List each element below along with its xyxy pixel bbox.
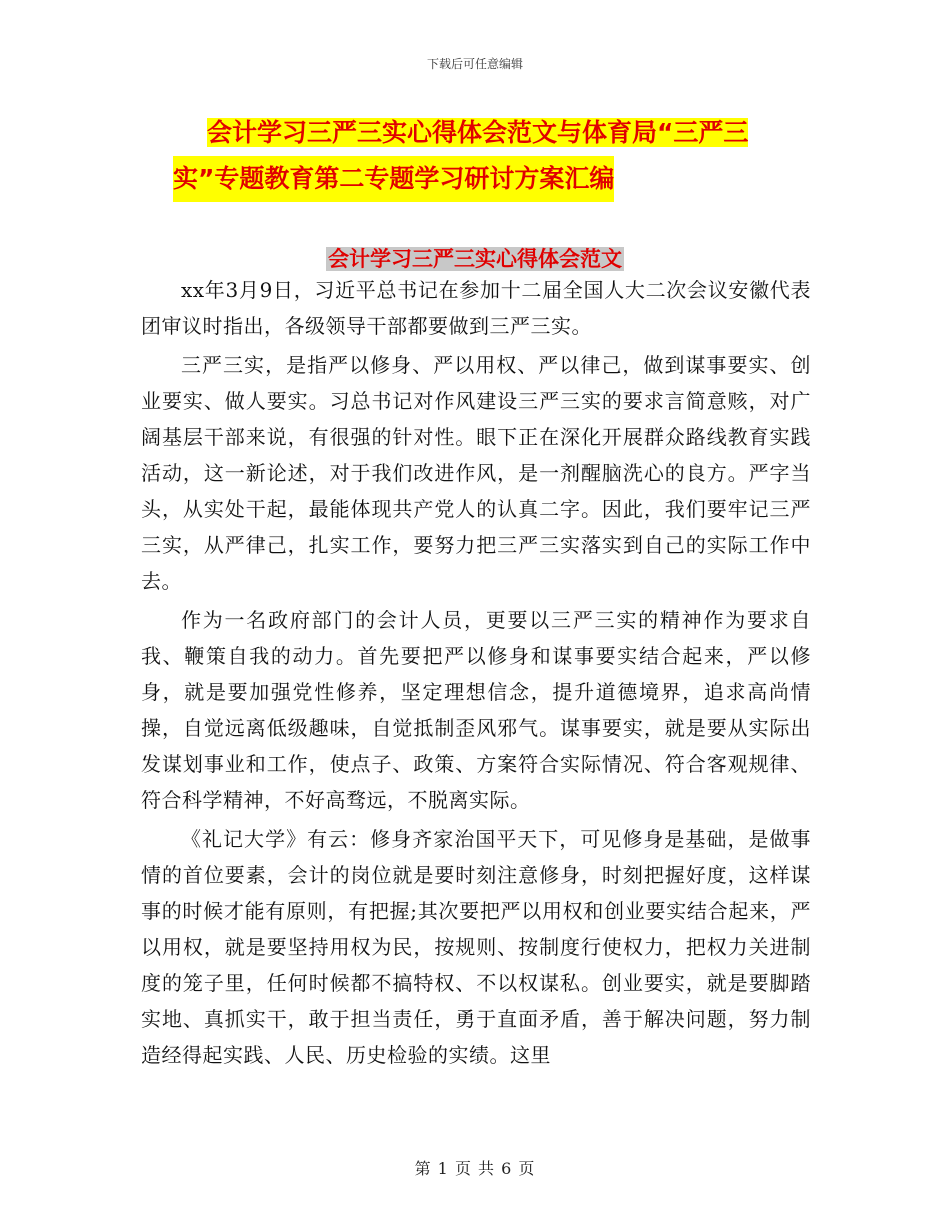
page-number-footer: 第 1 页 共 6 页	[414, 1159, 536, 1178]
section-heading-text: 会计学习三严三实心得体会范文	[328, 247, 622, 271]
paragraph: 作为一名政府部门的会计人员，更要以三严三实的精神作为要求自我、鞭策自我的动力。首先要把严以修身和谋事要实结合起来，严以修身，就是要加强党性修养，坚定理想信念，提升道德境界，追求高尚情操，自觉远离低级趣味，自觉抵制歪风邪气。谋事要实，就是要从实际出发谋划事业和工作，使点子、政策、方案符合实际情况、符合客观规律、符合科学精神，不好高骛远，不脱离实际。	[141, 608, 811, 812]
paragraph: xx年3月9日，习近平总书记在参加十二届全国人大二次会议安徽代表团审议时指出，各级领导干部都要做到三严三实。	[141, 278, 811, 338]
document-body	[141, 272, 811, 1073]
paragraph: 三严三实，是指严以修身、严以用权、严以律己，做到谋事要实、创业要实、做人要实。习总书记对作风建设三严三实的要求言简意赅，对广阔基层干部来说，有很强的针对性。眼下正在深化开展群众路线教育实践活动，这一新论述，对于我们改进作风，是一剂醒脑洗心的良方。严字当头，从实处干起，最能体现共产党人的认真二字。因此，我们要牢记三严三实，从严律己，扎实工作，要努力把三严三实落实到自己的实际工作中去。	[141, 353, 811, 593]
page-header-note: 下载后可任意编辑	[426, 57, 523, 71]
title-line-1: 会计学习三严三实心得体会范文与体育局“三严三	[207, 118, 749, 147]
section-heading	[0, 244, 950, 274]
title-line-2: 实”专题教育第二专题学习研讨方案汇编	[173, 156, 614, 202]
document-title	[173, 110, 807, 202]
paragraph: 《礼记大学》有云：修身齐家治国平天下，可见修身是基础，是做事情的首位要素，会计的岗位就是要时刻注意修身，时刻把握好度，这样谋事的时候才能有原则，有把握;其次要把严以用权和创业要实结合起来，严以用权，就是要坚持用权为民，按规则、按制度行使权力，把权力关进制度的笼子里，任何时候都不搞特权、不以权谋私。创业要实，就是要脚踏实地、真抓实干，敢于担当责任，勇于直面矛盾，善于解决问题，努力制造经得起实践、人民、历史检验的实绩。这里	[141, 827, 811, 1067]
